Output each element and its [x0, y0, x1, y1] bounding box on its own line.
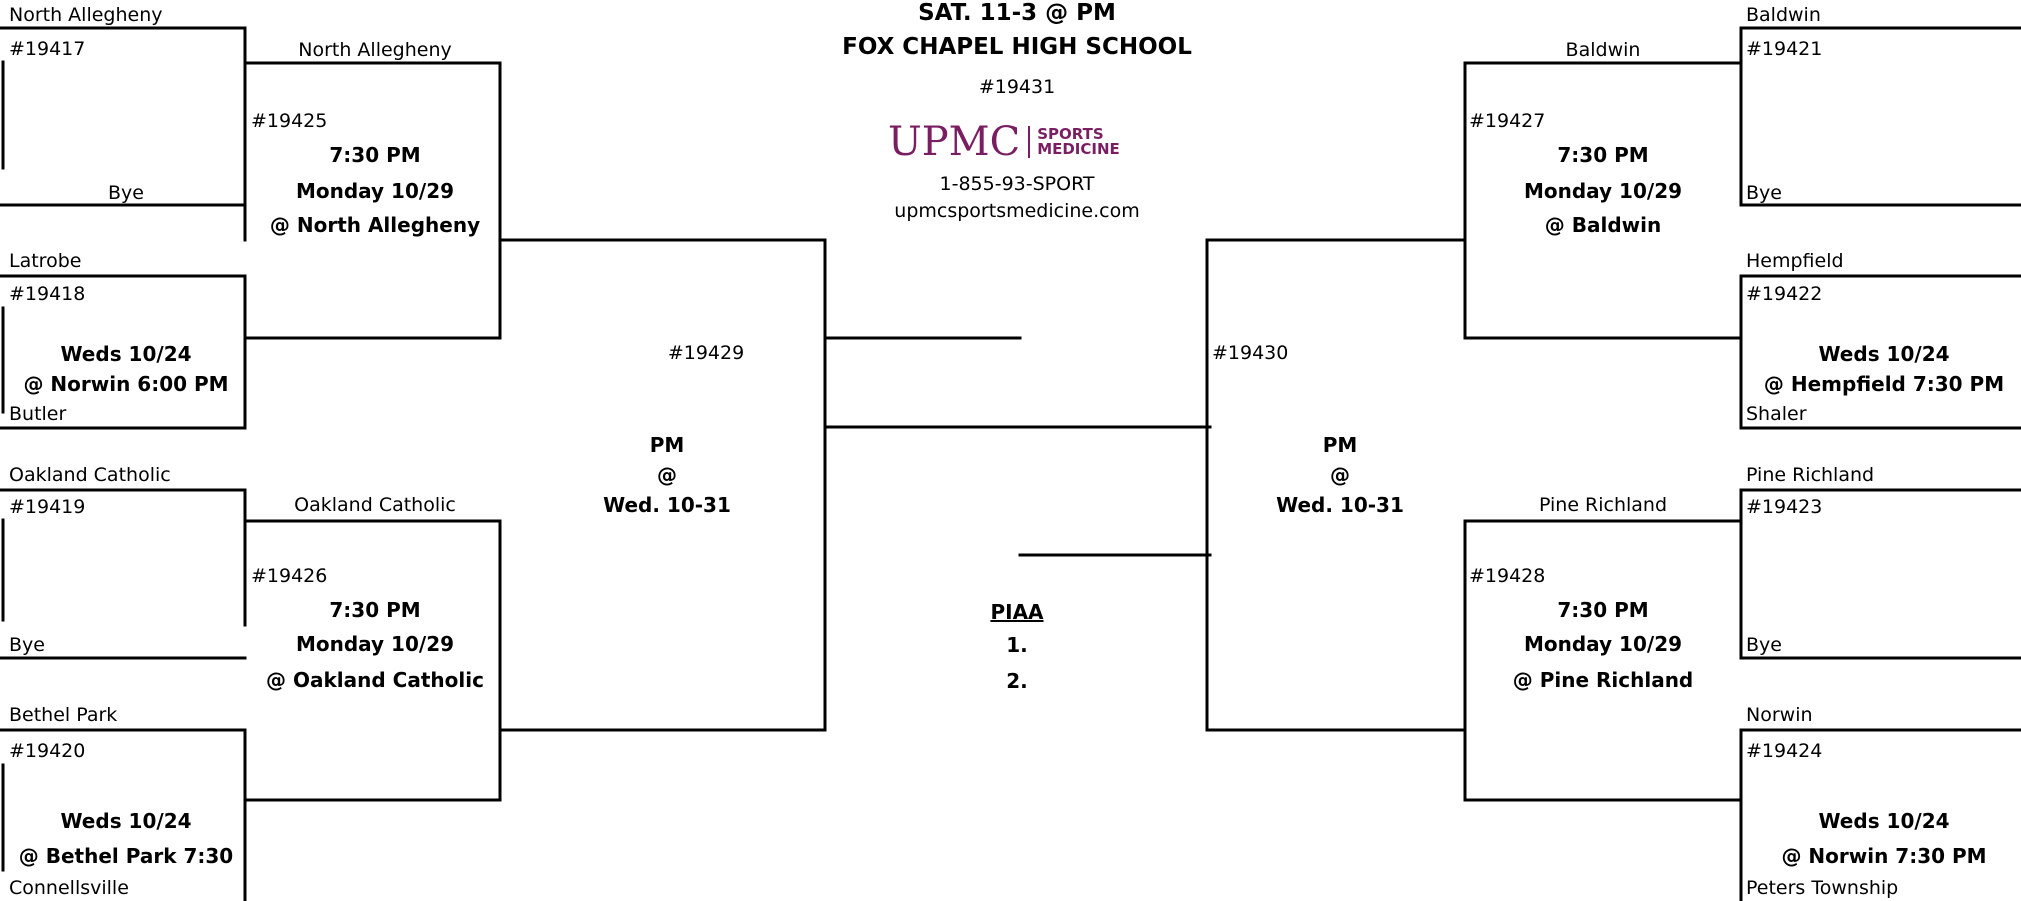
game-number-l-r1-3: #19419 — [9, 496, 86, 518]
team-l-r1-1-bottom: Bye — [108, 182, 144, 204]
team-r-r1-4-bottom: Peters Township — [1746, 877, 1899, 899]
game-number-r-r1-4: #19424 — [1746, 740, 1823, 762]
game-number-r-r1-1: #19421 — [1746, 38, 1823, 60]
game-date-l-r2-1: Monday 10/29 — [295, 179, 455, 203]
game-number-r-r2-1: #19427 — [1469, 110, 1546, 132]
game-info-r-r1-4-date: Weds 10/24 — [1818, 809, 1950, 833]
game-date-r-r2-1: Monday 10/29 — [1523, 179, 1683, 203]
game-date-l-semi: Wed. 10-31 — [603, 493, 731, 517]
team-r-r1-1-top: Baldwin — [1746, 4, 1821, 26]
team-r-r1-4-top: Norwin — [1746, 704, 1813, 726]
header-venue: FOX CHAPEL HIGH SCHOOL — [842, 34, 1192, 60]
header-date: SAT. 11-3 @ PM — [918, 0, 1116, 26]
game-site-r-r2-1: @ Baldwin — [1544, 213, 1662, 237]
upmc-sports-medicine-logo — [888, 119, 1120, 165]
team-r-r1-2-top: Hempfield — [1746, 250, 1844, 272]
game-info-r-r1-4-site: @ Norwin 7:30 PM — [1781, 844, 1987, 868]
piaa-label: PIAA — [990, 600, 1044, 624]
team-l-r1-2-bottom: Butler — [9, 403, 67, 425]
sponsor-phone: 1-855-93-SPORT — [939, 173, 1095, 195]
game-info-l-r1-4-date: Weds 10/24 — [60, 809, 192, 833]
game-number-r-semi: #19430 — [1212, 342, 1289, 364]
team-r-r2-2: Pine Richland — [1538, 494, 1668, 516]
team-l-r2-2: Oakland Catholic — [294, 494, 456, 516]
game-time-l-semi: PM — [649, 433, 685, 457]
logo-sub — [1037, 127, 1120, 157]
game-info-l-r1-4-site: @ Bethel Park 7:30 — [18, 844, 234, 868]
game-number-r-r1-3: #19423 — [1746, 496, 1823, 518]
game-number-l-r1-4: #19420 — [9, 740, 86, 762]
game-time-r-semi: PM — [1322, 433, 1358, 457]
game-site-l-r2-2: @ Oakland Catholic — [266, 668, 484, 692]
game-time-l-r2-1: 7:30 PM — [329, 143, 421, 167]
game-info-r-r1-2-date: Weds 10/24 — [1818, 342, 1950, 366]
game-number-l-semi: #19429 — [667, 342, 745, 364]
game-time-r-r2-1: 7:30 PM — [1557, 143, 1649, 167]
team-l-r1-3-bottom: Bye — [9, 634, 45, 656]
team-l-r2-1: North Allegheny — [298, 39, 452, 61]
team-r-r1-3-bottom: Bye — [1746, 634, 1782, 656]
game-site-l-r2-1: @ North Allegheny — [269, 213, 481, 237]
game-number-l-r1-1: #19417 — [9, 38, 86, 60]
logo-sub-line2: MEDICINE — [1037, 140, 1120, 158]
game-info-r-r1-2-site: @ Hempfield 7:30 PM — [1763, 372, 2005, 396]
game-date-r-r2-2: Monday 10/29 — [1523, 632, 1683, 656]
logo-divider — [1028, 126, 1030, 158]
team-r-r2-1: Baldwin — [1565, 39, 1641, 61]
team-l-r1-4-bottom: Connellsville — [9, 877, 129, 899]
team-r-r1-2-bottom: Shaler — [1746, 403, 1807, 425]
logo-sub-line1: SPORTS — [1037, 125, 1104, 143]
team-l-r1-1-top: North Allegheny — [9, 4, 163, 26]
bracket-line-r2-2 — [1465, 521, 1741, 800]
team-l-r1-4-top: Bethel Park — [9, 704, 118, 726]
final-game-number: #19431 — [978, 76, 1056, 98]
bracket-line-l-r2-2 — [245, 521, 500, 800]
game-number-r-r1-2: #19422 — [1746, 283, 1823, 305]
team-r-r1-3-top: Pine Richland — [1746, 464, 1875, 486]
game-time-l-r2-2: 7:30 PM — [329, 598, 421, 622]
team-l-r1-2-top: Latrobe — [9, 250, 82, 272]
game-time-r-r2-2: 7:30 PM — [1557, 598, 1649, 622]
piaa-slot-1: 1. — [1006, 633, 1028, 657]
game-at-r-semi: @ — [1330, 463, 1350, 487]
game-at-l-semi: @ — [657, 463, 677, 487]
team-r-r1-1-bottom: Bye — [1746, 182, 1782, 204]
game-site-r-r2-2: @ Pine Richland — [1512, 668, 1694, 692]
game-date-r-semi: Wed. 10-31 — [1276, 493, 1404, 517]
game-number-l-r1-2: #19418 — [9, 283, 86, 305]
team-l-r1-3-top: Oakland Catholic — [9, 464, 171, 486]
logo-main-text: UPMC — [888, 119, 1021, 165]
game-info-l-r1-2-date: Weds 10/24 — [60, 342, 192, 366]
game-date-l-r2-2: Monday 10/29 — [295, 632, 455, 656]
sponsor-website[interactable]: upmcsportsmedicine.com — [894, 200, 1140, 222]
game-number-l-r2-2: #19426 — [251, 565, 328, 587]
game-info-l-r1-2-site: @ Norwin 6:00 PM — [23, 372, 229, 396]
game-number-l-r2-1: #19425 — [251, 110, 328, 132]
game-number-r-r2-2: #19428 — [1469, 565, 1546, 587]
piaa-slot-2: 2. — [1006, 669, 1028, 693]
